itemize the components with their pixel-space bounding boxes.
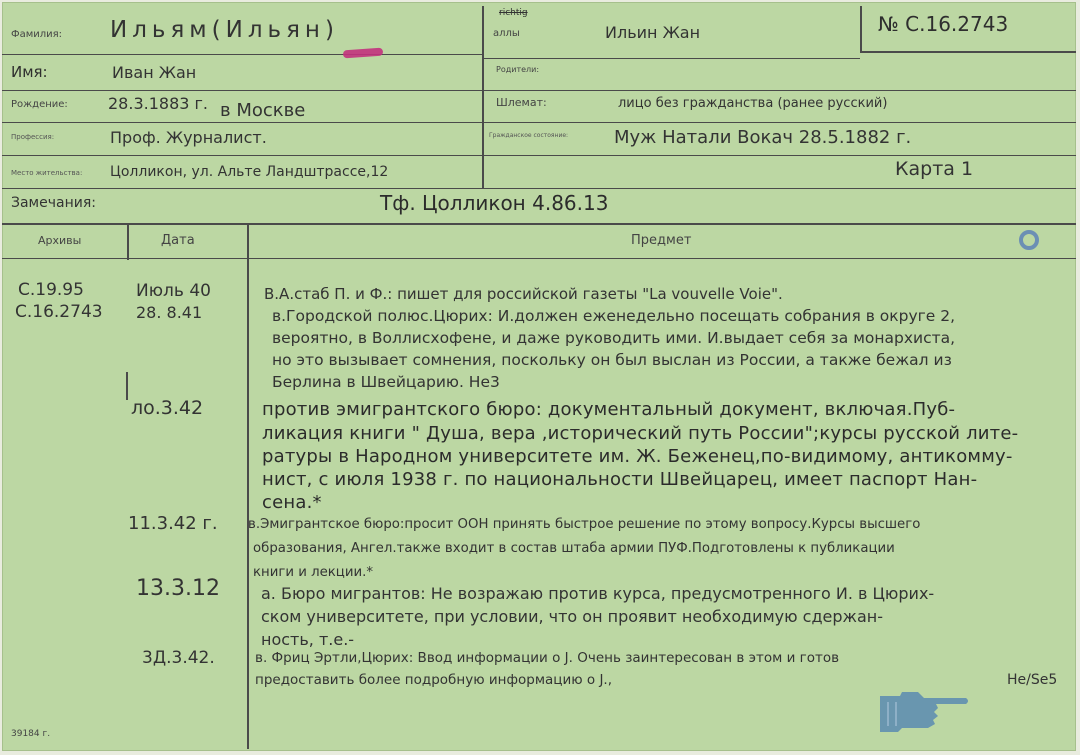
- name-value: Иван Жан: [112, 63, 197, 82]
- subject-line: ность, т.е.-: [261, 630, 355, 649]
- pointing-hand-icon: [878, 688, 970, 734]
- remarks-value: Тф. Цолликон 4.86.13: [380, 191, 609, 215]
- column-divider: [127, 225, 129, 260]
- number-label: № С.16.2743: [878, 12, 1009, 36]
- column-divider: [247, 225, 249, 749]
- alias-label: аллы: [493, 28, 520, 39]
- ink-mark: [343, 48, 383, 59]
- index-card: [2, 2, 1076, 751]
- column-header-date: Дата: [161, 233, 195, 248]
- divider: [2, 90, 1076, 91]
- date-entry: 13.3.12: [136, 576, 220, 601]
- archive-entry: С.16.2743: [15, 302, 103, 322]
- civil-status-value: Муж Натали Вокач 28.5.1882 г.: [614, 127, 912, 148]
- civil-status-label: Гражданское состояние:: [489, 132, 569, 139]
- struck-word: richtig: [499, 8, 528, 18]
- date-entry: 3Д.3.42.: [142, 648, 215, 668]
- subject-line: а. Бюро мигрантов: Не возражаю против курса, предусмотренного И. в Цюрих-: [261, 584, 935, 603]
- divider: [860, 51, 1076, 53]
- table-header-divider: [2, 258, 1076, 259]
- divider: [2, 54, 482, 55]
- date-entry: ло.3.42: [131, 397, 204, 419]
- remarks-label: Замечания:: [11, 195, 96, 211]
- subject-line: предоставить более подробную информацию о J.,: [255, 672, 613, 688]
- birth-place: в Москве: [220, 100, 306, 121]
- divider: [2, 188, 1076, 189]
- subject-line: в.Городской полюс.Цюрих: И.должен еженедельно посещать собрания в округе 2,: [272, 307, 956, 325]
- subject-line: Берлина в Швейцарию. Не3: [272, 373, 500, 391]
- divider: [2, 223, 1076, 225]
- subject-line: книги и лекции.*: [253, 565, 374, 580]
- profession-label: Профессия:: [11, 133, 55, 141]
- subject-line: в. Фриц Эртли,Цюрих: Ввод информации о J. Очень заинтересован в этом и готов: [255, 650, 840, 666]
- subject-line: В.А.стаб П. и Ф.: пишет для российской газеты "La vouvelle Voie".: [264, 285, 783, 303]
- residence-value: Цолликон, ул. Альте Ландштрассе,12: [110, 164, 389, 180]
- name-label: Имя:: [11, 63, 48, 81]
- divider: [2, 122, 1076, 123]
- date-entry: Июль 40: [136, 281, 211, 301]
- column-header-subject: Предмет: [631, 233, 692, 248]
- profession-value: Проф. Журналист.: [110, 128, 267, 147]
- alias-value: Ильин Жан: [605, 23, 701, 42]
- circle-stamp-icon: [1019, 230, 1039, 250]
- column-header-archives: Архивы: [38, 234, 82, 247]
- card-number-label: Карта 1: [895, 158, 974, 180]
- parents-label: Родители:: [496, 65, 540, 74]
- birth-date: 28.3.1883 г.: [108, 94, 209, 113]
- subject-line: образования, Ангел.также входит в состав штаба армии ПУФ.Подготовлены к публикации: [253, 541, 895, 556]
- nationality-label: Шлемат:: [496, 96, 547, 109]
- subject-line: ратуры в Народном университете им. Ж. Беженец,по-видимому, антикомму-: [262, 446, 1013, 467]
- subject-line: в.Эмигрантское бюро:просит ООН принять быстрое решение по этому вопросу.Курсы высшего: [248, 517, 921, 532]
- divider: [484, 58, 860, 59]
- surname-label: Фамилия:: [11, 29, 63, 40]
- subject-line: но это вызывает сомнения, поскольку он был выслан из России, а также бежал из: [272, 351, 952, 369]
- corner-reference: Не/Se5: [1007, 672, 1058, 688]
- subject-line: нист, с июля 1938 г. по национальности Швейцарец, имеет паспорт Нан-: [262, 469, 978, 490]
- archive-entry: С.19.95: [18, 280, 84, 300]
- date-entry: 11.3.42 г.: [128, 513, 218, 534]
- nationality-value: лицо без гражданства (ранее русский): [618, 96, 888, 111]
- divider: [860, 6, 862, 53]
- surname-value: Ильям(Ильян): [110, 17, 339, 43]
- column-divider: [126, 372, 128, 400]
- residence-label: Место жительства:: [11, 169, 83, 177]
- birth-label: Рождение:: [11, 99, 68, 110]
- divider: [2, 155, 1076, 156]
- subject-line: ском университете, при условии, что он проявит необходимую сдержан-: [261, 607, 883, 626]
- subject-line: сена.*: [262, 492, 322, 513]
- subject-line: против эмигрантского бюро: документальный документ, включая.Пуб-: [262, 399, 956, 420]
- footer-code: 39184 г.: [11, 729, 51, 739]
- date-entry: 28. 8.41: [136, 303, 203, 322]
- subject-line: вероятно, в Воллисхофене, и даже руководить ими. И.выдает себя за монархиста,: [272, 329, 956, 347]
- divider: [482, 6, 484, 189]
- subject-line: ликация книги " Душа, вера ,исторический путь России";курсы русской лите-: [262, 423, 1019, 444]
